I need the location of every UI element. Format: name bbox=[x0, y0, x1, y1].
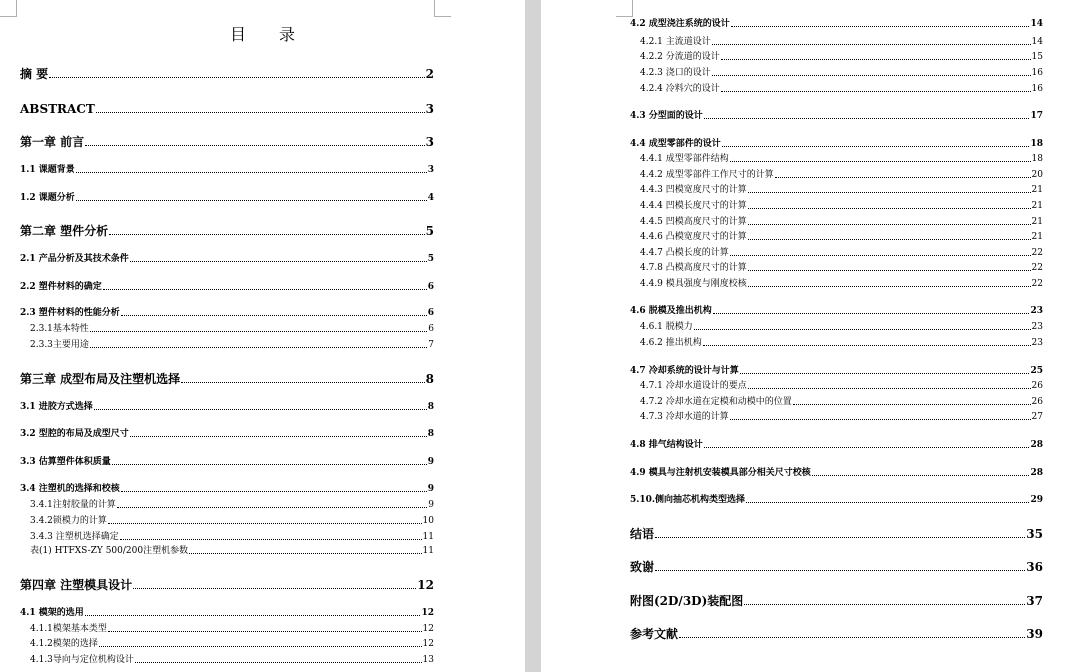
toc-entry[interactable] bbox=[640, 323, 1043, 332]
toc-entry-label: 4.7 冷却系统的设计与计算 bbox=[630, 365, 739, 376]
toc-entry[interactable] bbox=[640, 85, 1043, 94]
toc-entry-page-number: 9 bbox=[427, 456, 434, 467]
toc-entry-label: 4.4.9 模具强度与刚度校核 bbox=[640, 278, 747, 289]
toc-entry[interactable] bbox=[630, 528, 1043, 540]
toc-dot-leader bbox=[94, 409, 427, 410]
toc-entry-label: 4.7.2 冷却水道在定模和动模中的位置 bbox=[640, 396, 792, 407]
toc-entry-label: 4.4 成型零部件的设计 bbox=[630, 138, 721, 149]
toc-dot-leader bbox=[108, 631, 422, 632]
toc-dot-leader bbox=[103, 289, 427, 290]
toc-entry[interactable] bbox=[20, 579, 434, 591]
toc-entry-label: 4.2 成型浇注系统的设计 bbox=[630, 18, 730, 29]
toc-entry-label: 第四章 注塑模具设计 bbox=[20, 578, 133, 592]
toc-entry[interactable] bbox=[640, 413, 1043, 422]
toc-entry[interactable] bbox=[640, 218, 1043, 227]
toc-entry-page-number: 11 bbox=[422, 545, 434, 556]
toc-dot-leader bbox=[121, 315, 427, 316]
toc-entry-page-number: 5 bbox=[425, 224, 434, 238]
toc-entry-page-number: 9 bbox=[427, 483, 434, 494]
toc-dot-leader bbox=[748, 192, 1031, 193]
toc-entry-page-number: 23 bbox=[1031, 337, 1043, 348]
toc-entry[interactable] bbox=[630, 367, 1043, 376]
margin-corner-mark bbox=[0, 0, 17, 17]
toc-entry-label: 4.6 脱模及推出机构 bbox=[630, 305, 712, 316]
toc-entry[interactable] bbox=[630, 496, 1043, 505]
toc-dot-leader bbox=[748, 270, 1031, 271]
toc-dot-leader bbox=[721, 91, 1031, 92]
toc-entry-label: 3.4.3 注塑机选择确定 bbox=[30, 531, 119, 542]
toc-entry-label: 致谢 bbox=[630, 560, 655, 574]
toc-entry-page-number: 26 bbox=[1031, 380, 1043, 391]
toc-entry-label: 4.8 排气结构设计 bbox=[630, 439, 703, 450]
toc-entry-page-number: 3 bbox=[425, 102, 434, 116]
toc-entry[interactable] bbox=[30, 517, 434, 526]
toc-entry[interactable] bbox=[30, 533, 434, 542]
toc-entry-label: 4.7.1 冷却水道设计的要点 bbox=[640, 380, 747, 391]
toc-entry-page-number: 20 bbox=[1031, 169, 1043, 180]
toc-entry-page-number: 18 bbox=[1030, 138, 1043, 149]
margin-corner-mark bbox=[616, 0, 633, 17]
toc-dot-leader bbox=[189, 553, 421, 554]
toc-dot-leader bbox=[112, 464, 427, 465]
toc-entry[interactable] bbox=[640, 339, 1043, 348]
toc-dot-leader bbox=[121, 491, 427, 492]
toc-dot-leader bbox=[722, 146, 1030, 147]
toc-entry[interactable] bbox=[30, 625, 434, 634]
toc-dot-leader bbox=[130, 436, 427, 437]
toc-dot-leader bbox=[130, 261, 427, 262]
toc-entry[interactable] bbox=[640, 38, 1043, 47]
toc-dot-leader bbox=[775, 177, 1031, 178]
toc-dot-leader bbox=[679, 637, 1025, 638]
toc-entry[interactable] bbox=[20, 485, 434, 494]
toc-entry-label: 4.6.2 推出机构 bbox=[640, 337, 702, 348]
toc-entry[interactable] bbox=[640, 186, 1043, 195]
toc-dot-leader bbox=[712, 75, 1031, 76]
toc-entry-label: 3.4.1注射胶量的计算 bbox=[30, 499, 116, 510]
toc-entry-page-number: 8 bbox=[427, 428, 434, 439]
toc-entry-label: 3.1 进胶方式选择 bbox=[20, 401, 93, 412]
toc-entry-label: 第三章 成型布局及注塑机选择 bbox=[20, 372, 181, 386]
toc-entry[interactable] bbox=[20, 68, 434, 80]
toc-entry-label: 2.1 产品分析及其技术条件 bbox=[20, 253, 129, 264]
toc-dot-leader bbox=[108, 523, 422, 524]
toc-dot-leader bbox=[748, 239, 1031, 240]
toc-entry[interactable] bbox=[630, 561, 1043, 573]
toc-entry-label: 3.2 型腔的布局及成型尺寸 bbox=[20, 428, 129, 439]
toc-entry[interactable] bbox=[640, 155, 1043, 164]
toc-entry[interactable] bbox=[20, 225, 434, 237]
toc-entry-page-number: 29 bbox=[1030, 494, 1043, 505]
toc-dot-leader bbox=[730, 419, 1031, 420]
toc-entry[interactable] bbox=[630, 20, 1043, 29]
toc-entry-label: 2.3.3主要用途 bbox=[30, 339, 89, 350]
toc-entry-label: 3.3 估算塑件体积质量 bbox=[20, 456, 111, 467]
toc-entry-page-number: 13 bbox=[422, 654, 434, 665]
toc-dot-leader bbox=[730, 255, 1031, 256]
toc-dot-leader bbox=[704, 118, 1030, 119]
toc-entry-label: 4.2.4 冷料穴的设计 bbox=[640, 83, 720, 94]
toc-entry-label: 摘 要 bbox=[20, 67, 49, 81]
toc-entry-label: 4.2.2 分流道的设计 bbox=[640, 51, 720, 62]
toc-dot-leader bbox=[85, 145, 424, 146]
toc-entry[interactable] bbox=[630, 469, 1043, 478]
toc-entry-page-number: 28 bbox=[1030, 439, 1043, 450]
toc-entry-label: 附图(2D/3D)装配图 bbox=[630, 594, 744, 608]
toc-dot-leader bbox=[748, 208, 1031, 209]
toc-entry-page-number: 21 bbox=[1031, 184, 1043, 195]
toc-entry-page-number: 25 bbox=[1030, 365, 1043, 376]
toc-entry-label: 1.2 课题分析 bbox=[20, 192, 75, 203]
toc-dot-leader bbox=[120, 539, 422, 540]
toc-entry-label: 3.4.2锁模力的计算 bbox=[30, 515, 107, 526]
toc-entry[interactable] bbox=[630, 307, 1043, 316]
toc-entry-page-number: 21 bbox=[1031, 216, 1043, 227]
toc-entry[interactable] bbox=[630, 595, 1043, 607]
toc-entry-label: 4.1.3导向与定位机构设计 bbox=[30, 654, 134, 665]
toc-entry-page-number: 39 bbox=[1026, 627, 1043, 641]
toc-dot-leader bbox=[713, 313, 1030, 314]
toc-entry[interactable] bbox=[640, 171, 1043, 180]
toc-dot-leader bbox=[49, 77, 424, 78]
toc-entry-page-number: 36 bbox=[1026, 560, 1043, 574]
toc-entry-label: 4.1.1模架基本类型 bbox=[30, 623, 107, 634]
toc-entry[interactable] bbox=[20, 458, 434, 467]
toc-entry-page-number: 6 bbox=[427, 307, 434, 318]
toc-entry[interactable] bbox=[20, 283, 434, 292]
toc-entry-page-number: 21 bbox=[1031, 200, 1043, 211]
toc-dot-leader bbox=[748, 388, 1031, 389]
toc-entry[interactable] bbox=[20, 166, 434, 175]
toc-entry-page-number: 16 bbox=[1031, 83, 1043, 94]
toc-entry-page-number: 35 bbox=[1026, 527, 1043, 541]
toc-entry[interactable] bbox=[30, 501, 434, 510]
toc-entry-page-number: 3 bbox=[425, 135, 434, 149]
toc-title: 目 录 bbox=[229, 25, 310, 44]
toc-entry-page-number: 28 bbox=[1030, 467, 1043, 478]
document-page-left bbox=[0, 0, 525, 672]
toc-entry[interactable] bbox=[20, 309, 434, 318]
toc-entry[interactable] bbox=[20, 609, 434, 618]
toc-entry-label: 4.4.1 成型零部件结构 bbox=[640, 153, 729, 164]
toc-dot-leader bbox=[812, 475, 1030, 476]
toc-entry[interactable] bbox=[30, 341, 434, 350]
toc-dot-leader bbox=[96, 112, 425, 113]
toc-entry[interactable] bbox=[20, 194, 434, 203]
toc-entry-label: 4.1.2模架的选择 bbox=[30, 638, 98, 649]
toc-entry-label: 2.3.1基本特性 bbox=[30, 323, 89, 334]
toc-entry-page-number: 23 bbox=[1031, 321, 1043, 332]
toc-entry[interactable] bbox=[20, 373, 434, 385]
toc-entry-label: 2.3 塑件材料的性能分析 bbox=[20, 307, 120, 318]
toc-entry-page-number: 15 bbox=[1031, 51, 1043, 62]
toc-entry-label: 4.4.6 凸模宽度尺寸的计算 bbox=[640, 231, 747, 242]
toc-entry-page-number: 3 bbox=[427, 164, 434, 175]
toc-entry-page-number: 18 bbox=[1031, 153, 1043, 164]
toc-dot-leader bbox=[85, 615, 421, 616]
toc-dot-leader bbox=[748, 286, 1031, 287]
toc-entry-page-number: 9 bbox=[428, 499, 434, 510]
toc-entry[interactable] bbox=[630, 441, 1043, 450]
toc-entry-label: 4.1 模架的选用 bbox=[20, 607, 84, 618]
toc-entry-page-number: 12 bbox=[422, 623, 434, 634]
toc-entry[interactable] bbox=[20, 403, 434, 412]
toc-entry-label: 4.4.7 凸模长度的计算 bbox=[640, 247, 729, 258]
toc-entry-page-number: 22 bbox=[1031, 262, 1043, 273]
toc-entry-page-number: 8 bbox=[425, 372, 434, 386]
toc-dot-leader bbox=[90, 331, 427, 332]
toc-dot-leader bbox=[133, 588, 416, 589]
toc-entry[interactable] bbox=[640, 202, 1043, 211]
toc-entry[interactable] bbox=[30, 656, 434, 665]
toc-entry[interactable] bbox=[640, 69, 1043, 78]
toc-entry[interactable] bbox=[20, 136, 434, 148]
toc-entry-page-number: 17 bbox=[1030, 110, 1043, 121]
toc-entry-label: 第二章 塑件分析 bbox=[20, 224, 109, 238]
toc-entry-page-number: 12 bbox=[422, 638, 434, 649]
toc-dot-leader bbox=[793, 404, 1031, 405]
toc-entry-label: 4.4.2 成型零部件工作尺寸的计算 bbox=[640, 169, 774, 180]
toc-entry-label: 4.6.1 脱模力 bbox=[640, 321, 693, 332]
toc-entry[interactable] bbox=[630, 112, 1043, 121]
toc-dot-leader bbox=[99, 646, 422, 647]
toc-entry-label: 4.4.3 凹模宽度尺寸的计算 bbox=[640, 184, 747, 195]
toc-entry-page-number: 14 bbox=[1030, 18, 1043, 29]
toc-entry-page-number: 8 bbox=[427, 401, 434, 412]
toc-dot-leader bbox=[76, 200, 427, 201]
toc-entry-page-number: 7 bbox=[428, 339, 434, 350]
toc-entry-page-number: 5 bbox=[427, 253, 434, 264]
toc-dot-leader bbox=[655, 537, 1025, 538]
toc-entry-label: 4.4.4 凹模长度尺寸的计算 bbox=[640, 200, 747, 211]
toc-entry[interactable] bbox=[640, 280, 1043, 289]
margin-corner-mark bbox=[434, 0, 451, 17]
toc-entry-label: 4.3 分型面的设计 bbox=[630, 110, 703, 121]
toc-dot-leader bbox=[703, 345, 1031, 346]
toc-entry-page-number: 37 bbox=[1026, 594, 1043, 608]
toc-entry[interactable] bbox=[30, 547, 434, 556]
toc-dot-leader bbox=[181, 382, 424, 383]
toc-entry-label: 4.4.5 凹模高度尺寸的计算 bbox=[640, 216, 747, 227]
toc-entry-label: 4.7.8 凸模高度尺寸的计算 bbox=[640, 262, 747, 273]
toc-entry-page-number: 27 bbox=[1031, 411, 1043, 422]
toc-entry-label: 2.2 塑件材料的确定 bbox=[20, 281, 102, 292]
toc-entry-page-number: 16 bbox=[1031, 67, 1043, 78]
toc-entry[interactable] bbox=[640, 249, 1043, 258]
toc-entry[interactable] bbox=[630, 628, 1043, 640]
toc-entry[interactable] bbox=[30, 640, 434, 649]
toc-dot-leader bbox=[76, 172, 427, 173]
toc-dot-leader bbox=[109, 234, 424, 235]
toc-dot-leader bbox=[731, 26, 1030, 27]
toc-entry-label: 4.2.3 浇口的设计 bbox=[640, 67, 711, 78]
toc-dot-leader bbox=[744, 604, 1025, 605]
toc-dot-leader bbox=[90, 347, 427, 348]
toc-entry-page-number: 12 bbox=[421, 607, 434, 618]
toc-entry-page-number: 12 bbox=[417, 578, 434, 592]
toc-entry-page-number: 6 bbox=[427, 281, 434, 292]
toc-entry-page-number: 26 bbox=[1031, 396, 1043, 407]
document-page-right bbox=[541, 0, 1079, 672]
toc-entry[interactable] bbox=[640, 264, 1043, 273]
toc-entry-page-number: 2 bbox=[425, 67, 434, 81]
toc-entry[interactable] bbox=[20, 430, 434, 439]
toc-entry-page-number: 4 bbox=[427, 192, 434, 203]
toc-entry[interactable] bbox=[630, 140, 1043, 149]
toc-dot-leader bbox=[746, 502, 1029, 503]
toc-entry[interactable] bbox=[20, 255, 434, 264]
toc-dot-leader bbox=[740, 373, 1030, 374]
toc-entry-page-number: 10 bbox=[422, 515, 434, 526]
toc-entry-page-number: 21 bbox=[1031, 231, 1043, 242]
toc-entry-label: 参考文献 bbox=[630, 627, 679, 641]
toc-entry-label: 4.2.1 主流道设计 bbox=[640, 36, 711, 47]
toc-entry-label: 结语 bbox=[630, 527, 655, 541]
toc-entry-page-number: 11 bbox=[422, 531, 434, 542]
toc-entry[interactable] bbox=[30, 325, 434, 334]
toc-entry[interactable] bbox=[640, 382, 1043, 391]
toc-entry-label: 4.7.3 冷却水道的计算 bbox=[640, 411, 729, 422]
toc-entry-label: 表(1) HTFXS-ZY 500/200注塑机参数 bbox=[30, 545, 189, 556]
toc-entry[interactable] bbox=[640, 233, 1043, 242]
toc-dot-leader bbox=[694, 329, 1031, 330]
toc-dot-leader bbox=[712, 44, 1031, 45]
toc-entry-page-number: 14 bbox=[1031, 36, 1043, 47]
toc-entry-page-number: 23 bbox=[1030, 305, 1043, 316]
toc-dot-leader bbox=[135, 662, 422, 663]
toc-dot-leader bbox=[704, 447, 1030, 448]
toc-entry-page-number: 22 bbox=[1031, 278, 1043, 289]
toc-dot-leader bbox=[721, 59, 1031, 60]
toc-entry-label: 1.1 课题背景 bbox=[20, 164, 75, 175]
toc-entry-label: 4.9 模具与注射机安装模具部分相关尺寸校核 bbox=[630, 467, 811, 478]
toc-entry[interactable] bbox=[640, 53, 1043, 62]
toc-entry-label: 3.4 注塑机的选择和校核 bbox=[20, 483, 120, 494]
toc-entry-label: 5.10.侧向抽芯机构类型选择 bbox=[630, 494, 746, 505]
toc-dot-leader bbox=[655, 570, 1025, 571]
toc-entry-label: 第一章 前言 bbox=[20, 135, 85, 149]
toc-entry-page-number: 6 bbox=[428, 323, 434, 334]
toc-entry-page-number: 22 bbox=[1031, 247, 1043, 258]
toc-entry[interactable] bbox=[640, 398, 1043, 407]
toc-dot-leader bbox=[748, 224, 1031, 225]
toc-dot-leader bbox=[730, 161, 1031, 162]
toc-entry[interactable] bbox=[20, 103, 434, 115]
toc-entry-label: ABSTRACT bbox=[20, 102, 95, 116]
toc-dot-leader bbox=[117, 507, 427, 508]
